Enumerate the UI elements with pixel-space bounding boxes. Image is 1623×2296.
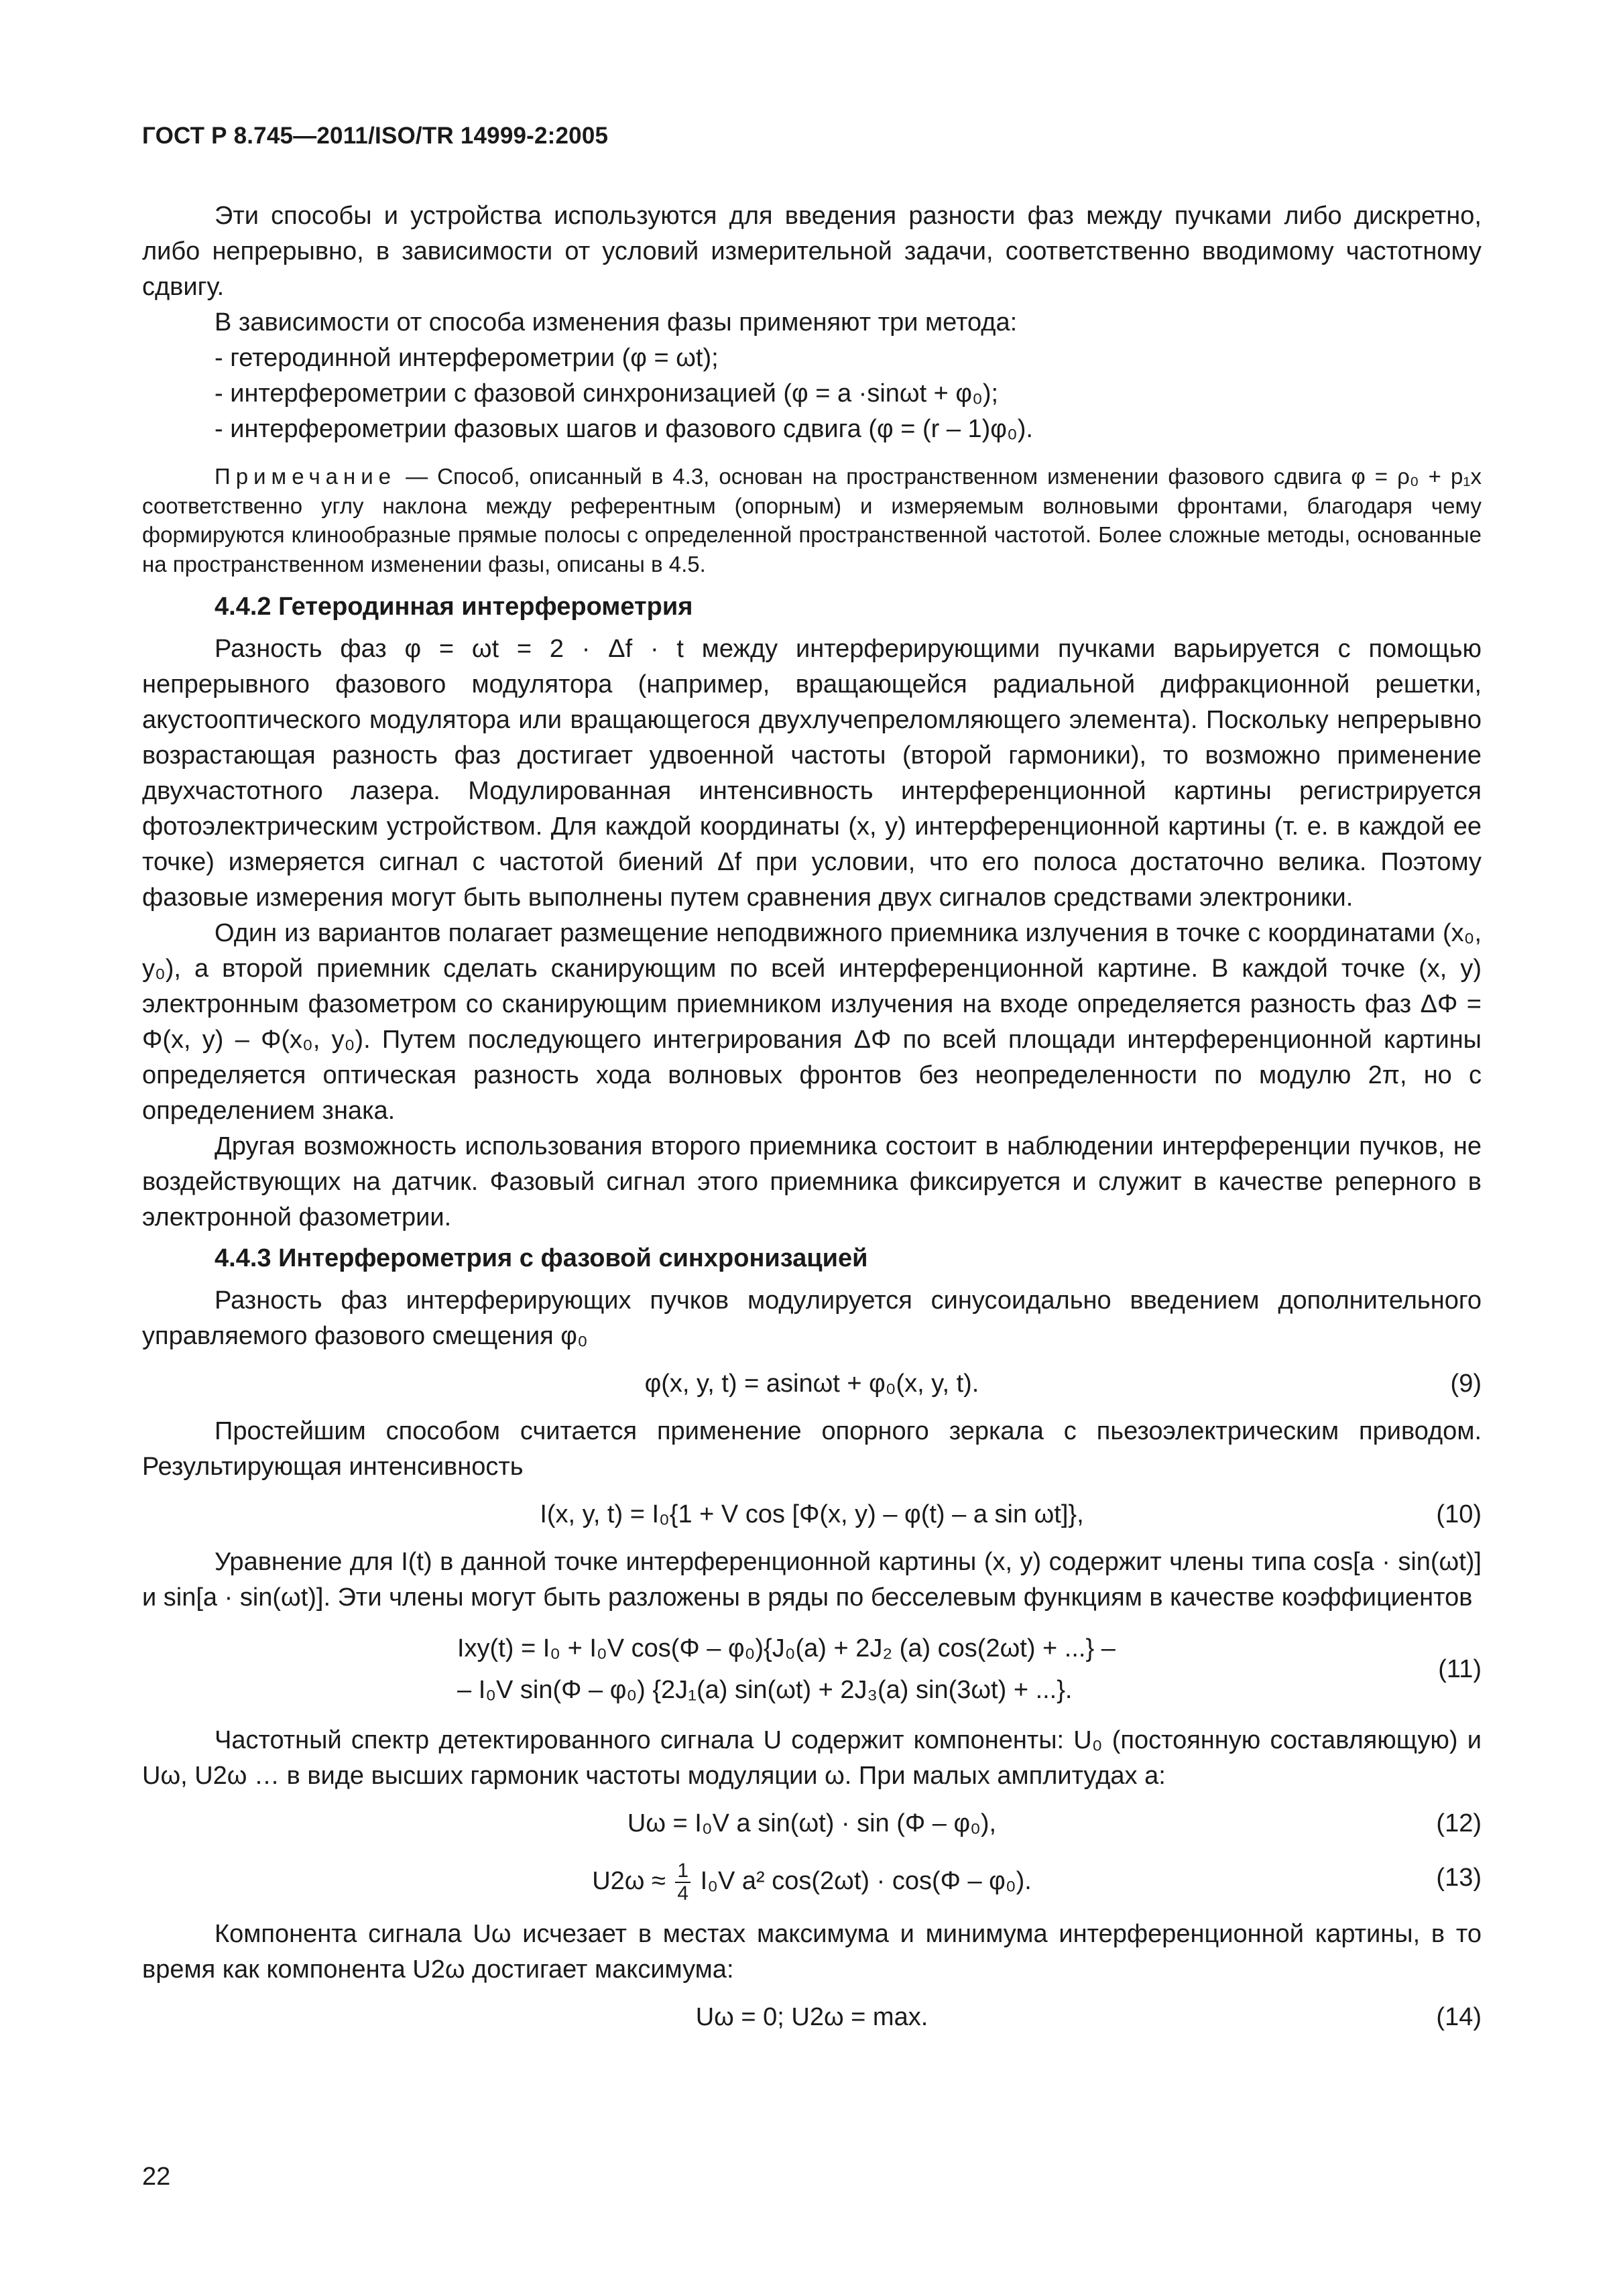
equation-14-text: Uω = 0; U2ω = max. xyxy=(695,2003,928,2031)
method-phase-sync: - интерферометрии с фазовой синхронизацией (φ = a ·sinωt + φ₀); xyxy=(215,379,999,408)
note-label: Примечание xyxy=(215,464,397,489)
section-4-4-3-title: 4.4.3 Интерферометрия с фазовой синхронизацией xyxy=(215,1244,868,1272)
intro-paragraph: Эти способы и устройства используются для введения разности фаз между пучками либо дискретно, либо непрерывно, в зависимости от условий измерительной задачи, соответственно вводимому частотному сдвигу. xyxy=(142,202,1482,301)
equation-14 xyxy=(142,2000,1482,2035)
equation-12-number: (12) xyxy=(1436,1809,1482,1837)
method-phase-shift: - интерферометрии фазовых шагов и фазового сдвига (φ = (r – 1)φ₀). xyxy=(215,415,1033,443)
document-header: ГОСТ Р 8.745—2011/ISO/TR 14999-2:2005 xyxy=(142,123,609,149)
note-text: — Способ, описанный в 4.3, основан на пространственном изменении фазового сдвига φ = ρ₀ + p₁x соответственно углу наклона между референтным (опорным) и измеряемым волновыми фронтами, благодаря чему формируются клинообразные прямые полосы с определенной пространственной частотой. Более сложные методы, основанные на пространственном изменении фазы, описаны в 4.5. xyxy=(142,464,1482,577)
page-number: 22 xyxy=(142,2163,171,2191)
equation-9-number: (9) xyxy=(1450,1370,1482,1398)
equation-13-text xyxy=(142,1860,1482,1905)
s443-paragraph-4: Частотный спектр детектированного сигнала U содержит компоненты: U₀ (постоянную составляющую) и Uω, U2ω … в виде высших гармоник частоты модуляции ω. При малых амплитудах a: xyxy=(142,1726,1482,1790)
equation-9 xyxy=(142,1366,1482,1402)
equation-10 xyxy=(142,1497,1482,1532)
section-4-4-2-title: 4.4.2 Гетеродинная интерферометрия xyxy=(215,593,693,621)
equation-12-text: Uω = I₀V a sin(ωt) · sin (Φ – φ₀), xyxy=(627,1809,997,1837)
equation-13 xyxy=(142,1860,1482,1905)
equation-13-number: (13) xyxy=(1436,1864,1482,1892)
s443-paragraph-5: Компонента сигнала Uω исчезает в местах максимума и минимума интерференционной картины, в то время как компонента U2ω достигает максимума: xyxy=(142,1920,1482,1984)
document-body xyxy=(142,198,1482,2047)
s442-paragraph-1: Разность фаз φ = ωt = 2 · Δf · t между интерферирующими пучками варьируется с помощью непрерывного фазового модулятора (например, вращающейся радиальной дифракционной решетки, акустооптического модулятора или вращающегося двухлучепреломляющего элемента). Поскольку непрерывно возрастающая разность фаз достигает удвоенной частоты (второй гармоники), то возможно применение двухчастотного лазера. Модулированная интенсивность интерференционной картины регистрируется фотоэлектрическим устройством. Для каждой координаты (x, y) интерференционной картины (т. е. в каждой ее точке) измеряется сигнал с частотой биений Δf при условии, что его полоса достаточно велика. Поэтому фазовые измерения могут быть выполнены путем сравнения двух сигналов средствами электроники. xyxy=(142,635,1482,912)
equation-11-line-2: – I₀V sin(Φ – φ₀) {2J₁(a) sin(ωt) + 2J₃(a) sin(3ωt) + ...}. xyxy=(457,1676,1073,1704)
equation-10-text: I(x, y, t) = I₀{1 + V cos [Φ(x, y) – φ(t) – a sin ωt]}, xyxy=(540,1500,1084,1528)
s443-paragraph-2: Простейшим способом считается применение опорного зеркала с пьезоэлектрическим приводом. Результирующая интенсивность xyxy=(142,1417,1482,1481)
s442-paragraph-2: Один из вариантов полагает размещение неподвижного приемника излучения в точке с координатами (x₀, y₀), а второй приемник сделать сканирующим по всей интерференционной картине. В каждой точке (x, y) электронным фазометром со сканирующим приемником излучения на входе определяется разность фаз ΔΦ = Φ(x, y) – Φ(x₀, y₀). Путем последующего интегрирования ΔΦ по всей площади интерференционной картины определяется оптическая разность хода волновых фронтов без неопределенности по модулю 2π, но с определением знака. xyxy=(142,919,1482,1125)
s443-paragraph-3: Уравнение для I(t) в данной точке интерференционной картины (x, y) содержит члены типа cos[a · sin(ωt)] и sin[a · sin(ωt)]. Эти члены могут быть разложены в ряды по бесселевым функциям в качестве коэффициентов xyxy=(142,1548,1482,1612)
equation-11-number: (11) xyxy=(1438,1655,1482,1683)
s443-paragraph-1: Разность фаз интерферирующих пучков модулируется синусоидально введением дополнительного управляемого фазового смещения φ₀ xyxy=(142,1286,1482,1350)
fraction-denominator: 4 xyxy=(677,1882,689,1905)
equation-14-number: (14) xyxy=(1436,2003,1482,2031)
equation-10-number: (10) xyxy=(1436,1500,1482,1528)
equation-12 xyxy=(142,1806,1482,1841)
equation-11-line-1: Ixy(t) = I₀ + I₀V cos(Φ – φ₀){J₀(a) + 2J₂ (a) cos(2ωt) + ...} – xyxy=(457,1634,1116,1663)
note-block xyxy=(142,462,1482,579)
equation-9-text: φ(x, y, t) = asinωt + φ₀(x, y, t). xyxy=(644,1370,979,1398)
fraction-numerator: 1 xyxy=(675,1860,690,1883)
s442-paragraph-3: Другая возможность использования второго приемника состоит в наблюдении интерференции пучков, не воздействующих на датчик. Фазовый сигнал этого приемника фиксируется и служит в качестве реперного в электронной фазометрии. xyxy=(142,1132,1482,1231)
equation-13-right: I₀V a² cos(2ωt) · cos(Φ – φ₀). xyxy=(700,1867,1032,1896)
methods-intro: В зависимости от способа изменения фазы применяют три метода: xyxy=(215,308,1018,337)
method-heterodyne: - гетеродинной интерферометрии (φ = ωt); xyxy=(215,344,719,372)
fraction-one-quarter xyxy=(675,1860,690,1905)
equation-13-left: U2ω ≈ xyxy=(592,1867,666,1896)
equation-11 xyxy=(142,1628,1482,1711)
